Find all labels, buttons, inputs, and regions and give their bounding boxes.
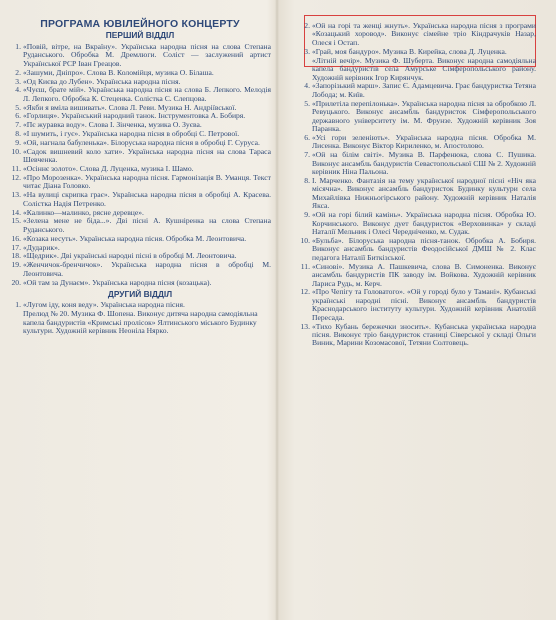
item-text: «Якби я вміла вишивать». Слова Л. Реви. Музика Н. Андріївської. [23,102,237,112]
second-section-list [9,301,271,309]
item-number: 2. [15,67,21,77]
item-number: 10. [300,235,310,245]
program-item [298,263,536,288]
item-number: 7. [304,150,310,160]
item-text: «Ой на білім світі». Музика В. Парфенюка, слова С. Пушика. Виконує ансамбль бандуристів Севастопольської СШ № 2. Художній керівник Ніна Пальона. [312,150,536,177]
program-item [9,43,271,68]
item-text: «Ой на горі та женці жнуть». Українська народна пісня з програми «Козацький хоровод». Виконує сімейне тріо Кіндрачуків Назар, Олеся і Остап. [312,21,536,47]
left-page [9,0,271,336]
program-item [9,279,271,287]
item-number: 12. [300,287,310,297]
item-text: «Повій, вітре, на Вкраїну». Українська народна пісня на слова Степана Руданського. Обробка М. Дремлюги. Соліст — заслужений артист Української РСР Іван Греацов. [23,41,271,68]
item-number: 4. [15,85,21,95]
program-item [9,261,271,278]
program-item [298,22,536,47]
program-item [9,174,271,191]
item-number: 12. [11,173,21,182]
item-number: 4. [304,81,310,91]
item-text: «Од Києва до Лубен». Українська народна пісня. [23,76,181,86]
item-text: «Козака несуть». Українська народна пісня. Обробка М. Леонтовича. [23,233,247,243]
first-section-list [9,43,271,287]
prelude-entry: Прелюд № 20. Музика Ф. Шопена. Виконує дитяча народна самодіяльна капела бандуристів «Кримські пролісок» Ялтинського міського Будинку культури. Художній керівник Неоніла Нярко. [23,309,258,336]
program-item [298,151,536,176]
item-number: 9. [15,138,21,148]
item-number: 5. [304,98,310,108]
program-item [9,217,271,234]
item-number: 3. [304,46,310,56]
item-text: «Женчичок-бренчичок». Українська народна пісня в обробці М. Леонтовича. [23,260,271,278]
item-text: І. Марченко. Фантазія на тему української народної пісні «Ніч яка місячна». Виконує ансамбль бандуристок Будинку культури села Михайлівка Нижньогірського району. Художній керівник Наталія Якса. [312,175,536,211]
item-number: 11. [11,164,21,174]
item-text: «Запорізький марш». Запис Є. Адамцевича. Грає бандуристка Тетяна Лобода; м. Київ. [312,81,536,99]
item-text: «Ой там за Дунаєм». Українська народна пісня (козацька). [23,277,212,287]
item-number: 13. [300,321,310,331]
item-number: 11. [300,261,310,271]
program-item [298,100,536,134]
item-text: «Зелена мене не біда...». Дві пісні А. Кушніренка на слова Степана Руданського. [23,216,271,234]
item-number: 13. [11,190,21,200]
program-item [9,148,271,165]
item-text: «Синові». Музика А. Пашкевича, слова В. Симоненка. Виконує ансамбль бандуристів ПК заводу ім. Войкова. Художній керівник Лариса Рудь, м. Керч. [312,261,536,288]
item-number: 2. [304,21,310,30]
item-number: 7. [15,120,21,130]
item-text: «Садок вишневий коло хати». Українська народна пісня на слова Тараса Шевченка. [23,146,271,165]
item-text: «Бульба». Білоруська народна пісня-танок. Обробка А. Бобиря. Виконує ансамбль бандуристів Феодосійської ДМШ № 2. Клас педагога Наталії Биткізської. [312,235,536,262]
section-second: ДРУГИЙ ВІДДІЛ [107,289,173,300]
item-number: 8. [304,175,310,185]
item-text: «На вулиці скрипка грає». Українська народна пісня в обробці А. Красева. Солістка Надія Петренко. [23,190,271,208]
item-number: 1. [15,41,21,51]
item-text: «Тихо Кубань бережечки зносить». Кубанська українська народна пісня. Виконує тріо бандуристок станиці Сіверської у складі Ольги Виник, Марини Козомасової, Тетяни Солтовець. [312,321,536,348]
item-number: 14. [11,207,21,217]
item-text: «Лугом іду, коня веду». Українська народна пісня. [23,300,185,310]
program-item [298,134,536,151]
item-text: «І шумить, і гує». Українська народна пісня в обробці С. Петрової. [23,129,240,139]
item-number: 6. [15,111,21,121]
program-item [9,191,271,208]
second-section-continued-list [298,22,536,348]
item-number: 20. [11,277,21,287]
program-item [298,57,536,82]
item-text: «Чуєш, брате мій». Українська народна пісня на слова Б. Лепкого. Мелодія Л. Лепкого. Обробка К. Стеценка. Солістка С. Слепцова. [23,85,271,103]
item-text: «Про Чепігу та Головатого». «Ой у городі було у Тамані». Кубанські українські народні пісні. Виконує ансамбль бандуристів Краснодарського інституту культури. Художній керівник Анатолій Пересада. [312,287,536,322]
item-text: «Пє журавка воду». Слова І. Зінченка, музика О. Зуєва. [23,120,202,130]
program-item [9,86,271,103]
program-item [298,177,536,211]
item-number: 6. [304,132,310,142]
item-text: «Ой на горі білий камінь». Українська народна пісня. Обробка Ю. Корчинського. Виконує дует бандуристок «Верховинка» у складі Наталії Мельник і Олесі Чередніченко, м. Судак. [312,210,536,236]
item-text: «Про Морозенка». Українська народна пісня. Гармонізація В. Уманця. Текст читає Діана Головко. [23,173,271,191]
item-number: 3. [15,76,21,86]
item-number: 5. [15,102,21,112]
program-item [298,288,536,322]
item-text: «Осіннє золото». Слова Д. Луценка, музика І. Шамо. [23,164,194,174]
right-page [298,0,536,348]
section-first: ПЕРШИЙ ВІДДІЛ [105,30,175,41]
item-number: 15. [11,216,21,226]
item-text: «Усі гори зеленіють». Українська народна пісня. Обробка М. Лисенка. Виконує Віктор Кириленко, м. Апостолово. [312,132,536,151]
program-title: ПРОГРАМА ЮВІЛЕЙНОГО КОНЦЕРТУ [40,18,240,30]
program-item [298,323,536,348]
program-item [298,211,536,236]
item-text: «Калинко—малинко, рясне деревце». [23,207,144,217]
item-text: «Прилетіла перепілонька». Українська народна пісня за обробкою Л. Ревуцького. Виконує ансамбль бандуристок Сімферопольського державного університету ім. М. Фрунзе. Художній керівник Зоя Паранка. [312,98,536,133]
item-number: 17. [11,242,21,252]
item-text: «Зашуми, Дніпро». Слова В. Коломійця, музика О. Білаша. [23,67,214,77]
item-number: 1. [15,300,21,310]
item-text: «Ой, нагнала бабуленька». Білоруська народна пісня в обробці Г. Суруса. [23,138,260,148]
item-number: 19. [11,260,21,270]
program-item [298,82,536,99]
item-number: 9. [304,210,310,220]
item-number: 16. [11,233,21,243]
item-text: «Горлиця». Український народний танок. Інструментовка А. Бобиря. [23,111,246,121]
item-text: «Дударик». [23,242,60,252]
item-text: «Літній вечір». Музика Ф. Шуберта. Виконує народна самодіяльна капела бандуристів села Амурське Сімферопольського району. Художній керівник Ігор Кирянчук. [312,55,536,82]
item-text: «Щедрик». Дві українські народні пісні в обробці М. Леонтовича. [23,251,237,261]
item-number: 8. [15,129,21,139]
page-fold [275,0,279,620]
program-item [9,301,271,309]
item-text: «Грай, моя бандуро». Музика В. Кирейка, слова Д. Луценка. [312,46,507,56]
item-number: 18. [11,251,21,261]
program-item [298,237,536,262]
item-number: 10. [11,146,21,156]
